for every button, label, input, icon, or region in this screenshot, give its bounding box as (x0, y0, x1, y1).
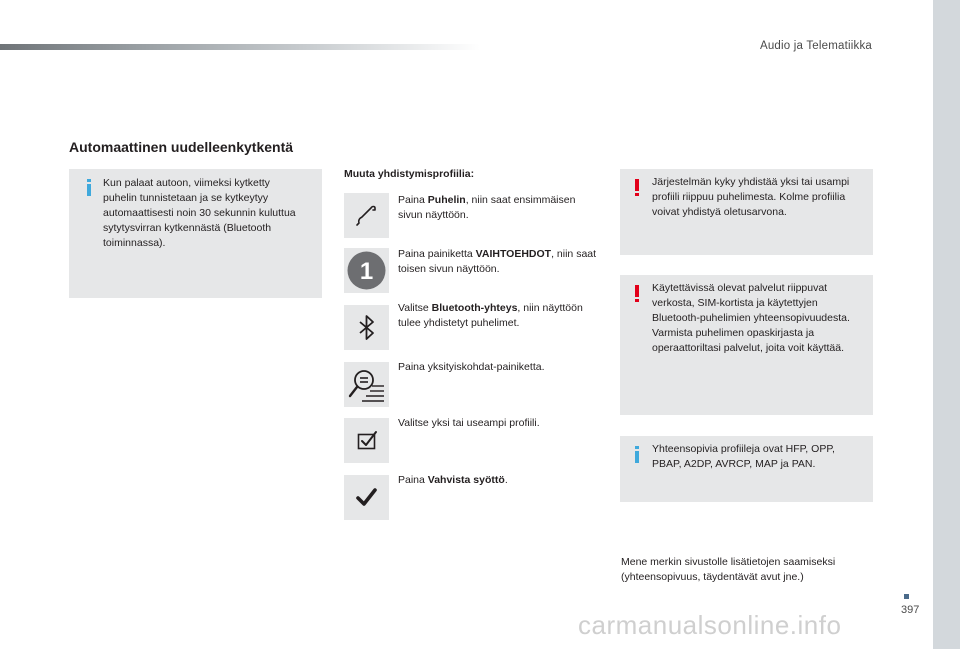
chapter-title: Audio ja Telematiikka (759, 40, 872, 52)
warning-box-profiles-text: Järjestelmän kyky yhdistää yksi tai usampi profiili riippuu puhelimesta. Kolme profiilia voivat yhdistyä oletusarvona. (652, 176, 850, 218)
info-box-compatible-profiles (620, 436, 873, 502)
warning-icon (635, 285, 639, 302)
step-5-text: Valitse yksi tai useampi profiili. (398, 417, 540, 429)
step-1-text: Paina Puhelin, niin saat ensimmäisen sivun näyttöön. (398, 194, 576, 221)
step-4-text: Paina yksityiskohdat-painiketta. (398, 361, 545, 373)
footer-note: Mene merkin sivustolle lisätietojen saamiseksi (yhteensopivuus, täydentävät avut jne.) (621, 556, 836, 583)
bluetooth-icon (344, 305, 389, 350)
checkmark-icon (344, 475, 389, 520)
step-6-text: Paina Vahvista syöttö. (398, 474, 508, 486)
warning-box-profiles (620, 169, 873, 255)
info-box-reconnect (69, 169, 322, 298)
step-3-text: Valitse Bluetooth-yhteys, niin näyttöön tulee yhdistetyt puhelimet. (398, 302, 583, 329)
info-box-compatible-text: Yhteensopivia profiileja ovat HFP, OPP, PBAP, A2DP, AVRCP, MAP ja PAN. (652, 443, 835, 470)
phone-icon (344, 193, 389, 238)
header-gradient-bar (0, 44, 480, 50)
page-number: 397 (901, 604, 920, 616)
info-icon (635, 446, 639, 463)
warning-box-services-text: Käytettävissä olevat palvelut riippuvat verkosta, SIM-kortista ja käytettyjen Bluetooth-puhelimien yhteensopivuudesta. Varmista puhelimen opaskirjasta ja operaattoriltasi palvelut, joita voit käyttää. (652, 282, 850, 354)
watermark: carmanualsonline.info (578, 610, 842, 640)
svg-text:1: 1 (359, 258, 374, 285)
page-marker (904, 594, 909, 599)
info-box-text: Kun palaat autoon, viimeksi kytketty puhelin tunnistetaan ja se kytkeytyy automaattisesti noin 30 sekunnin kuluttua sytytysvirran kytkennästä (Bluetooth toiminnassa). (103, 177, 296, 249)
warning-box-services (620, 275, 873, 415)
section-title: Automaattinen uudelleenkytkentä (69, 139, 294, 155)
page-edge-strip (933, 0, 960, 649)
checkbox-icon (344, 418, 389, 463)
details-icon (344, 362, 389, 407)
number-one-icon (344, 248, 389, 293)
step-2-text: Paina painiketta VAIHTOEHDOT, niin saat toisen sivun näyttöön. (398, 248, 597, 275)
warning-icon (635, 179, 639, 196)
info-icon (87, 179, 91, 196)
profiles-subtitle: Muuta yhdistymisprofiilia: (344, 168, 475, 180)
